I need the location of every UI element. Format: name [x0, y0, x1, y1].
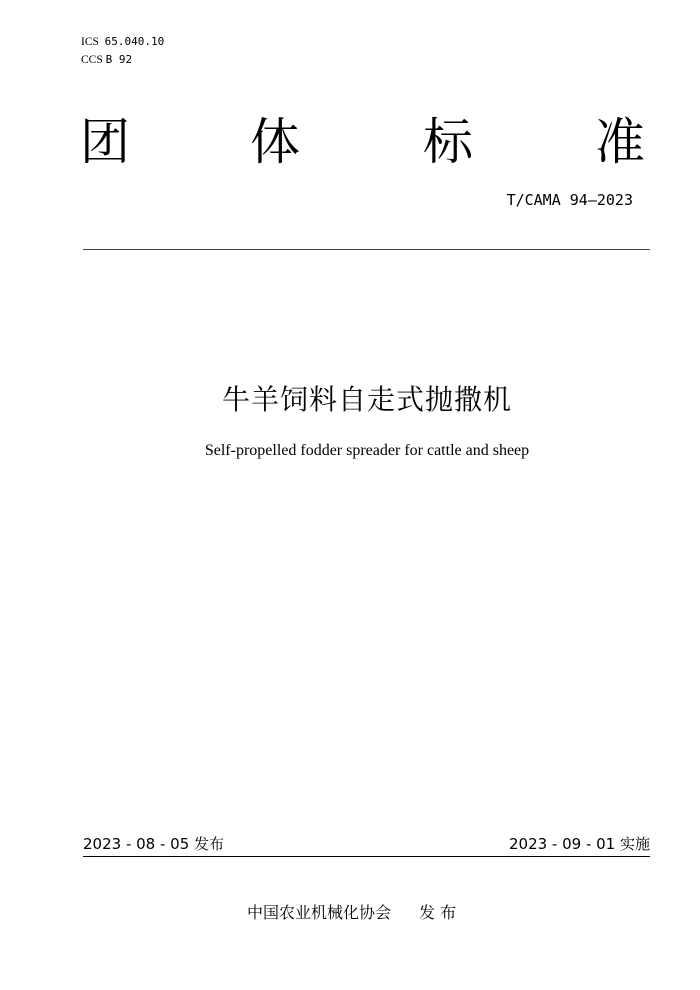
ics-code: 65.040.10: [104, 35, 165, 48]
document-number: T/CAMA 94—2023: [506, 191, 633, 209]
ics-classification: [81, 35, 164, 49]
english-title: Self-propelled fodder spreader for cattle and sheep: [204, 442, 530, 459]
header-divider: [83, 249, 650, 250]
publisher-name: 中国农业机械化协会: [247, 903, 392, 922]
ccs-classification: [81, 53, 132, 67]
publisher-action: 发 布: [419, 903, 457, 922]
publisher-line: [247, 902, 456, 924]
standard-type-char-2: 体: [250, 113, 300, 171]
standard-type-char-1: 团: [80, 113, 130, 171]
ics-label: ICS: [81, 36, 99, 48]
implement-date: 2023 - 09 - 01 实施: [508, 835, 650, 853]
standard-type-char-3: 标: [423, 113, 473, 171]
ccs-code: B 92: [105, 53, 133, 66]
issue-date: 2023 - 08 - 05 发布: [83, 835, 225, 853]
ccs-label: CCS: [81, 54, 103, 66]
chinese-title: 牛羊饲料自走式抛撒机: [221, 383, 512, 416]
footer-divider: [83, 856, 650, 857]
standard-type-char-4: 准: [595, 113, 645, 171]
